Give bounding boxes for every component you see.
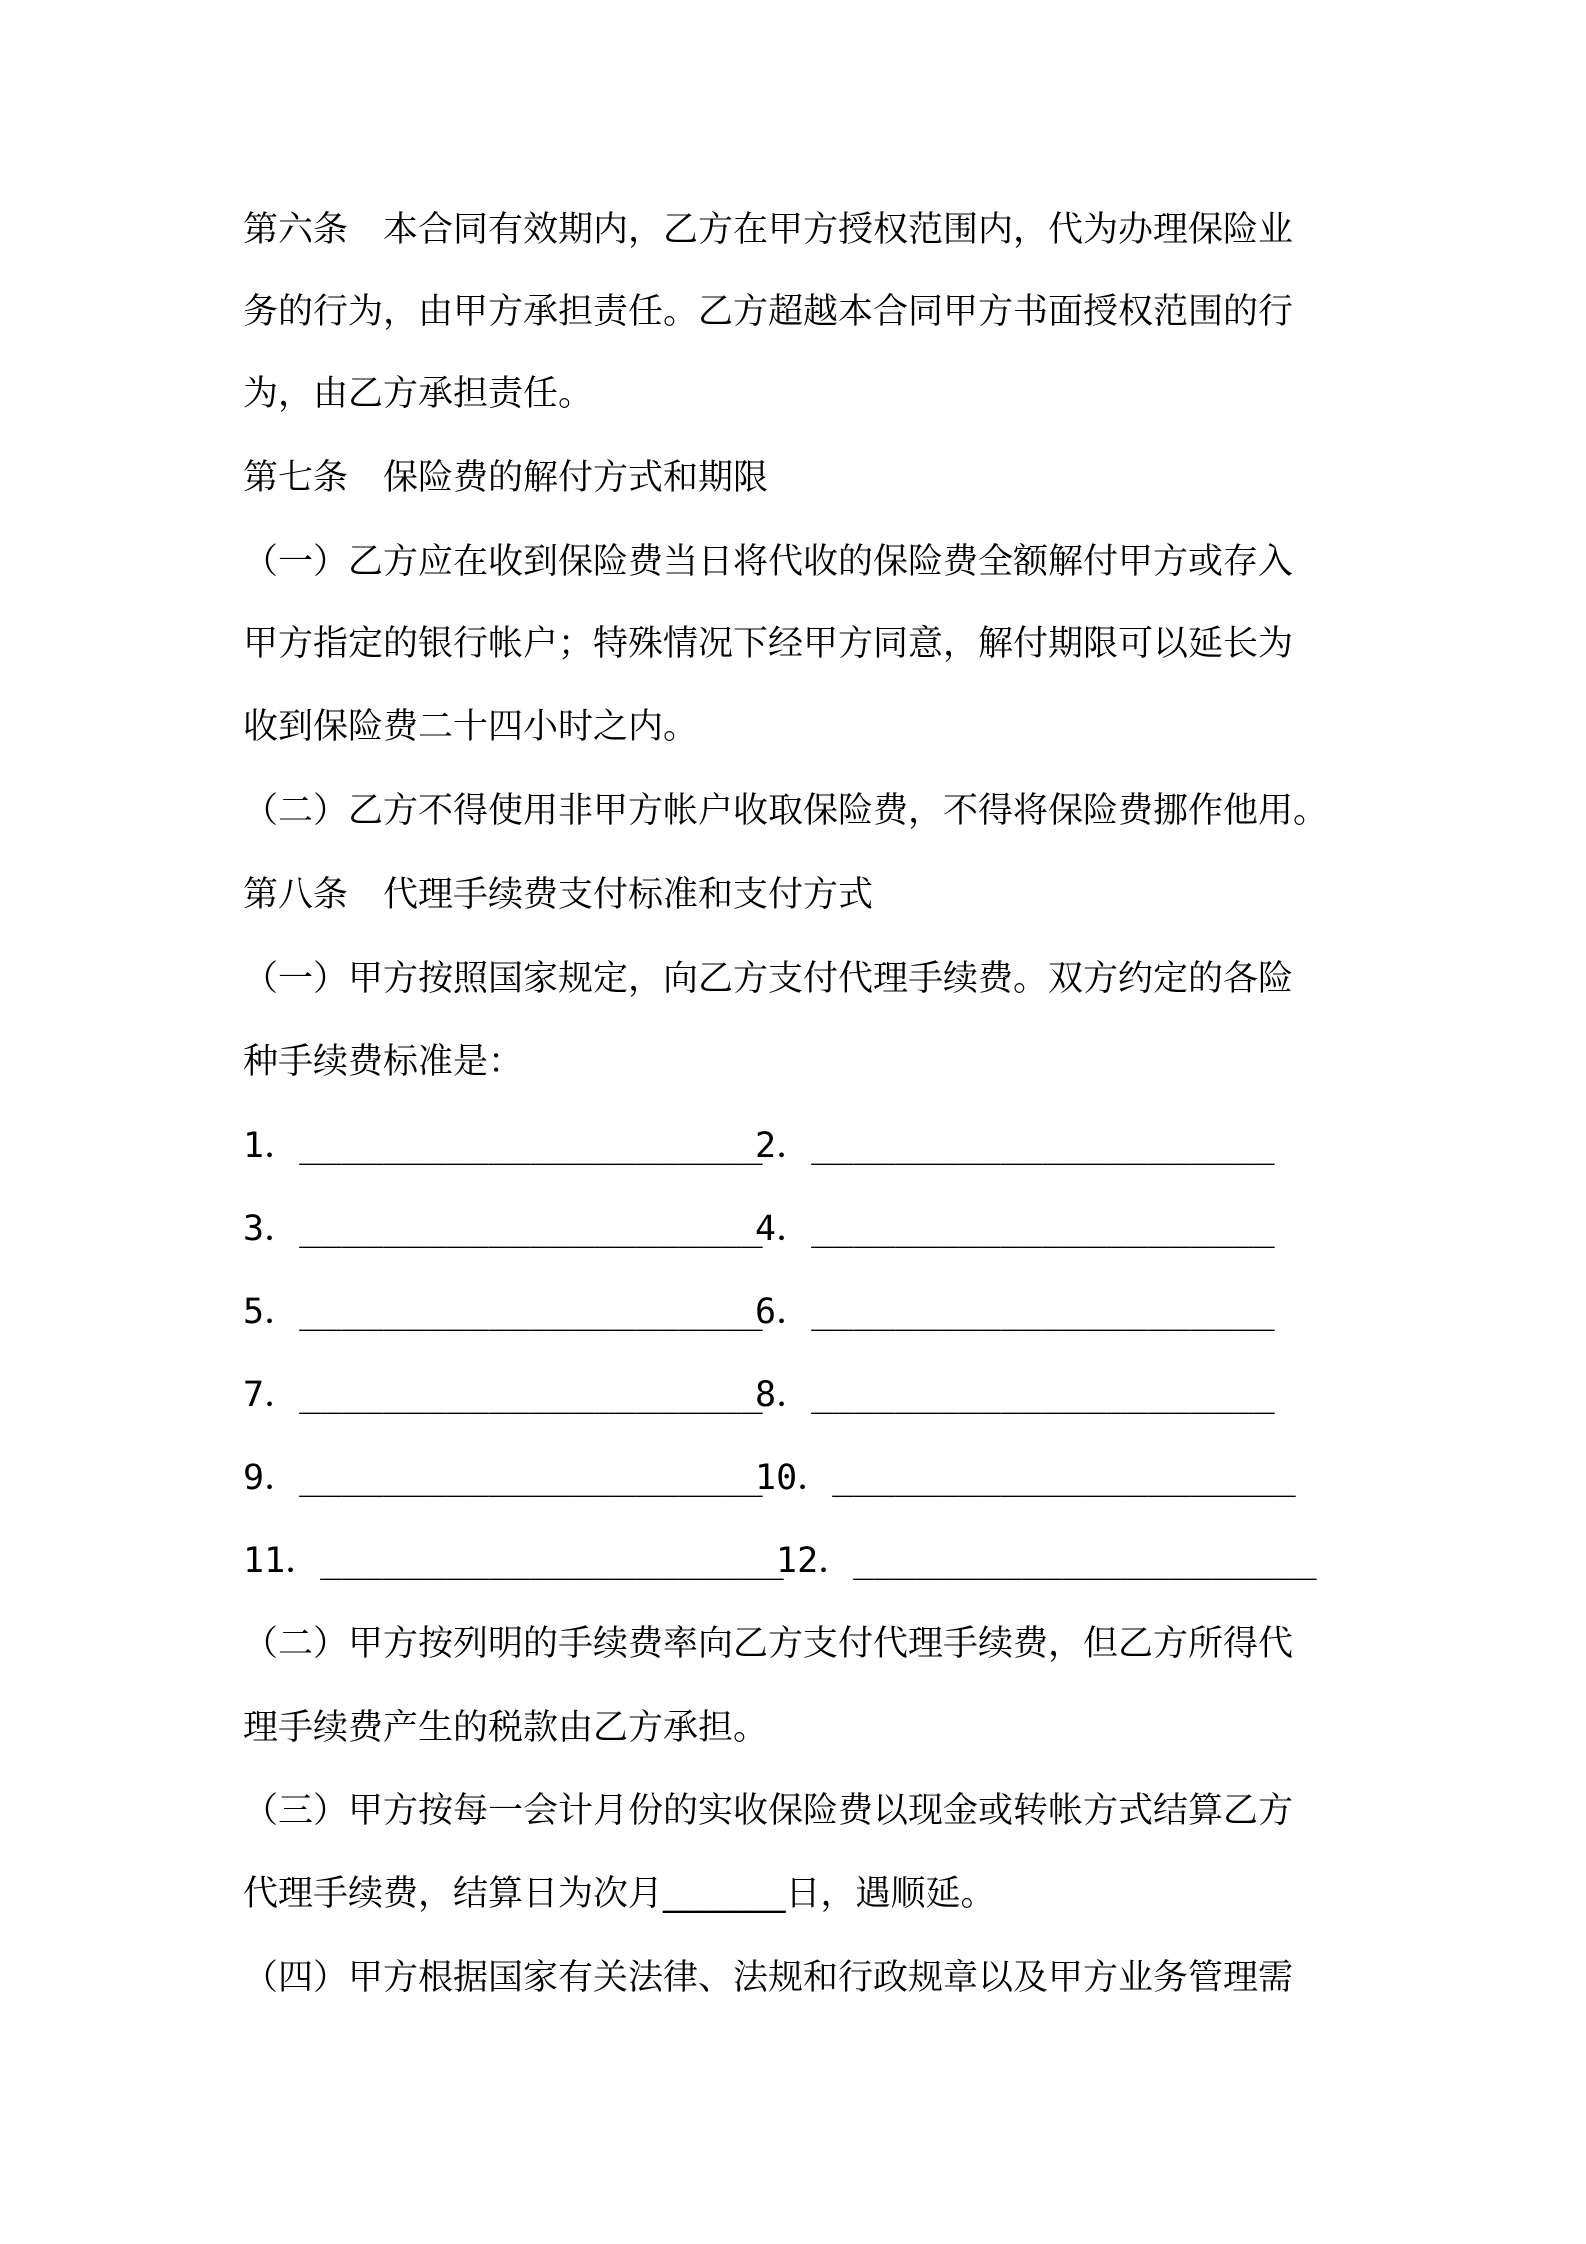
fee-list-row <box>243 1537 1317 1585</box>
fee-list-row <box>243 1205 1275 1253</box>
fee-item-1: 1．______________________ <box>243 1126 763 1166</box>
fee-list-row <box>243 1454 1296 1502</box>
article8-item4-line1: （四）甲方根据国家有关法律、法规和行政规章以及甲方业务管理需 <box>243 1958 1294 1998</box>
article8-item3-line2: 代理手续费，结算日为次月_______日，遇顺延。 <box>243 1874 996 1914</box>
article7-item1-line1: （一）乙方应在收到保险费当日将代收的保险费全额解付甲方或存入 <box>243 542 1294 582</box>
article8-item3-line1: （三）甲方按每一会计月份的实收保险费以现金或转帐方式结算乙方 <box>243 1791 1294 1831</box>
fee-item-11: 11．______________________ <box>243 1541 784 1581</box>
fee-item-12: 12．______________________ <box>776 1541 1317 1581</box>
fee-list-row <box>243 1288 1275 1336</box>
fee-item-3: 3．______________________ <box>243 1209 763 1249</box>
fee-item-8: 8．______________________ <box>755 1375 1275 1415</box>
article8-item1-line2: 种手续费标准是： <box>243 1042 524 1082</box>
article8-item2-line2: 理手续费产生的税款由乙方承担。 <box>243 1708 769 1748</box>
article8-item1-line1: （一）甲方按照国家规定，向乙方支付代理手续费。双方约定的各险 <box>243 959 1294 999</box>
article7-item1-line3: 收到保险费二十四小时之内。 <box>243 707 699 747</box>
fee-item-2: 2．______________________ <box>755 1126 1275 1166</box>
article8-item2-line1: （二）甲方按列明的手续费率向乙方支付代理手续费，但乙方所得代 <box>243 1624 1294 1664</box>
article6-line2: 务的行为，由甲方承担责任。乙方超越本合同甲方书面授权范围的行 <box>243 292 1294 332</box>
article6-line1: 第六条 本合同有效期内，乙方在甲方授权范围内，代为办理保险业 <box>243 210 1294 250</box>
fee-list-row <box>243 1122 1275 1170</box>
article7-item2: （二）乙方不得使用非甲方帐户收取保险费，不得将保险费挪作他用。 <box>243 791 1329 831</box>
article8-heading: 第八条 代理手续费支付标准和支付方式 <box>243 875 874 915</box>
fee-item-10: 10．______________________ <box>755 1458 1296 1498</box>
article7-item1-line2: 甲方指定的银行帐户；特殊情况下经甲方同意，解付期限可以延长为 <box>243 624 1294 664</box>
fee-list-row <box>243 1371 1275 1419</box>
fee-item-9: 9．______________________ <box>243 1458 763 1498</box>
article7-heading: 第七条 保险费的解付方式和期限 <box>243 458 769 498</box>
fee-item-7: 7．______________________ <box>243 1375 763 1415</box>
fee-item-6: 6．______________________ <box>755 1292 1275 1332</box>
fee-item-4: 4．______________________ <box>755 1209 1275 1249</box>
fee-item-5: 5．______________________ <box>243 1292 763 1332</box>
article6-line3: 为，由乙方承担责任。 <box>243 374 594 414</box>
